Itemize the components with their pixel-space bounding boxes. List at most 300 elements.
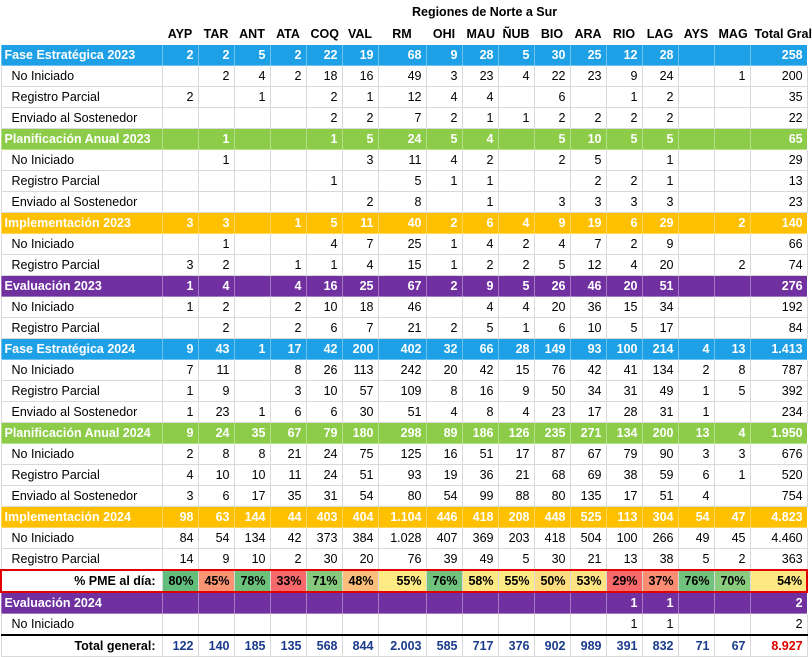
table-cell: 31: [306, 486, 342, 507]
table-cell: 21: [378, 318, 426, 339]
table-cell: [234, 150, 270, 171]
table-cell: [462, 614, 498, 636]
table-cell: 54: [198, 528, 234, 549]
table-cell: 5: [462, 318, 498, 339]
table-cell: 2: [198, 45, 234, 66]
table-cell: 1: [162, 297, 198, 318]
table-cell: [270, 234, 306, 255]
table-cell: 99: [462, 486, 498, 507]
table-cell: 22: [750, 108, 807, 129]
table-cell: 24: [306, 444, 342, 465]
table-cell: 2: [198, 318, 234, 339]
table-cell: [234, 255, 270, 276]
table-cell: 25: [570, 45, 606, 66]
table-cell: 15: [606, 297, 642, 318]
table-cell: 55%: [378, 570, 426, 592]
table-cell: 15: [498, 360, 534, 381]
phase-row: [1, 213, 807, 234]
table-cell: [198, 614, 234, 636]
table-cell: 47: [714, 507, 750, 528]
table-cell: 235: [534, 423, 570, 444]
row-label: Fase Estratégica 2023: [1, 45, 162, 66]
table-cell: [678, 255, 714, 276]
table-cell: 36: [570, 297, 606, 318]
table-cell: 113: [342, 360, 378, 381]
table-cell: 2: [714, 255, 750, 276]
table-cell: 126: [498, 423, 534, 444]
table-cell: 5: [714, 381, 750, 402]
table-cell: [678, 150, 714, 171]
row-label: Evaluación 2024: [1, 592, 162, 614]
table-cell: 100: [606, 528, 642, 549]
table-cell: [678, 108, 714, 129]
table-cell: 9: [198, 381, 234, 402]
table-cell: [714, 318, 750, 339]
table-cell: [234, 213, 270, 234]
table-cell: 71%: [306, 570, 342, 592]
table-cell: 504: [570, 528, 606, 549]
table-cell: 80: [534, 486, 570, 507]
table-cell: 11: [342, 213, 378, 234]
table-cell: 4: [426, 150, 462, 171]
table-cell: 717: [462, 635, 498, 657]
table-cell: 1: [606, 87, 642, 108]
table-cell: 3: [606, 192, 642, 213]
table-cell: [234, 192, 270, 213]
table-cell: 8: [426, 381, 462, 402]
table-cell: 266: [642, 528, 678, 549]
col-header: TAR: [198, 24, 234, 45]
table-cell: 200: [642, 423, 678, 444]
table-cell: 200: [750, 66, 807, 87]
table-cell: [714, 276, 750, 297]
table-cell: [678, 171, 714, 192]
table-body: [1, 1, 812, 657]
table-cell: 93: [570, 339, 606, 360]
table-cell: 754: [750, 486, 807, 507]
table-cell: 2: [534, 108, 570, 129]
table-cell: 67: [714, 635, 750, 657]
table-cell: 2: [270, 66, 306, 87]
table-cell: [498, 192, 534, 213]
table-cell: 29%: [606, 570, 642, 592]
table-cell: 5: [606, 318, 642, 339]
status-row: [1, 444, 807, 465]
table-cell: 70%: [714, 570, 750, 592]
table-cell: 2: [162, 87, 198, 108]
status-row: [1, 255, 807, 276]
row-label: Registro Parcial: [1, 549, 162, 571]
table-cell: 80: [378, 486, 426, 507]
table-cell: [234, 108, 270, 129]
table-cell: [162, 318, 198, 339]
table-cell: 4: [498, 213, 534, 234]
table-cell: 28: [606, 402, 642, 423]
table-cell: 36: [462, 465, 498, 486]
table-cell: 844: [342, 635, 378, 657]
table-cell: 11: [270, 465, 306, 486]
table-cell: 4: [714, 423, 750, 444]
phase-row: [1, 507, 807, 528]
row-label: Evaluación 2023: [1, 276, 162, 297]
table-cell: 4: [306, 234, 342, 255]
table-cell: 90: [642, 444, 678, 465]
table-cell: [678, 129, 714, 150]
table-cell: 203: [498, 528, 534, 549]
table-cell: 2: [714, 549, 750, 571]
table-cell: 5: [234, 45, 270, 66]
table-cell: [198, 171, 234, 192]
table-cell: 42: [306, 339, 342, 360]
table-cell: 8.927: [750, 635, 807, 657]
status-row: [1, 360, 807, 381]
table-cell: 16: [342, 66, 378, 87]
table-cell: 4: [462, 87, 498, 108]
status-row: [1, 171, 807, 192]
table-cell: [198, 108, 234, 129]
table-cell: 28: [642, 45, 678, 66]
table-cell: 2: [426, 318, 462, 339]
table-cell: 5: [498, 45, 534, 66]
table-cell: [498, 87, 534, 108]
table-cell: 4: [426, 402, 462, 423]
table-cell: 50: [534, 381, 570, 402]
table-cell: 304: [642, 507, 678, 528]
table-cell: 4: [234, 66, 270, 87]
table-cell: 376: [498, 635, 534, 657]
table-cell: 17: [570, 402, 606, 423]
table-cell: 1: [306, 171, 342, 192]
phase-row: [1, 423, 807, 444]
table-cell: [534, 592, 570, 614]
table-cell: 13: [606, 549, 642, 571]
table-cell: 80%: [162, 570, 198, 592]
table-cell: 53%: [570, 570, 606, 592]
table-cell: 5: [498, 549, 534, 571]
table-cell: 7: [342, 234, 378, 255]
table-cell: [426, 592, 462, 614]
table-cell: 568: [306, 635, 342, 657]
table-cell: 1: [270, 213, 306, 234]
table-cell: 392: [750, 381, 807, 402]
table-cell: 1: [162, 276, 198, 297]
table-cell: [234, 276, 270, 297]
table-cell: [234, 592, 270, 614]
table-cell: 51: [342, 465, 378, 486]
row-label: Registro Parcial: [1, 255, 162, 276]
table-cell: 9: [162, 423, 198, 444]
table-cell: 4: [462, 129, 498, 150]
table-cell: 4: [606, 255, 642, 276]
table-cell: 2: [498, 255, 534, 276]
table-cell: 134: [642, 360, 678, 381]
table-cell: 6: [306, 318, 342, 339]
table-cell: [678, 66, 714, 87]
table-cell: [714, 108, 750, 129]
table-cell: [714, 192, 750, 213]
table-cell: 46: [378, 297, 426, 318]
table-cell: 1: [642, 614, 678, 636]
phase-row: [1, 592, 807, 614]
table-cell: 9: [198, 549, 234, 571]
table-cell: 369: [462, 528, 498, 549]
row-label: No Iniciado: [1, 614, 162, 636]
table-cell: 135: [570, 486, 606, 507]
col-header: ARA: [570, 24, 606, 45]
table-cell: 10: [306, 297, 342, 318]
table-cell: 35: [750, 87, 807, 108]
table-cell: 4: [498, 402, 534, 423]
table-cell: 30: [534, 549, 570, 571]
table-cell: 42: [462, 360, 498, 381]
table-cell: [534, 614, 570, 636]
table-cell: 7: [378, 108, 426, 129]
table-cell: 363: [750, 549, 807, 571]
table-cell: [234, 318, 270, 339]
table-cell: 9: [498, 381, 534, 402]
table-cell: 1.413: [750, 339, 807, 360]
table-cell: [714, 87, 750, 108]
table-cell: [198, 87, 234, 108]
table-cell: 2: [426, 108, 462, 129]
table-cell: 403: [306, 507, 342, 528]
table-cell: 140: [198, 635, 234, 657]
table-cell: 10: [570, 129, 606, 150]
table-cell: 4.460: [750, 528, 807, 549]
table-cell: 1: [714, 465, 750, 486]
table-cell: 88: [498, 486, 534, 507]
table-cell: 10: [234, 549, 270, 571]
table-cell: [306, 592, 342, 614]
table-cell: 1: [198, 150, 234, 171]
table-cell: 180: [342, 423, 378, 444]
table-cell: 51: [378, 402, 426, 423]
status-row: [1, 66, 807, 87]
table-cell: 31: [642, 402, 678, 423]
table-cell: 74: [750, 255, 807, 276]
table-cell: 2: [342, 108, 378, 129]
table-cell: [270, 87, 306, 108]
table-cell: [162, 234, 198, 255]
col-header: RIO: [606, 24, 642, 45]
table-cell: 9: [162, 339, 198, 360]
table-cell: 10: [234, 465, 270, 486]
table-cell: 22: [306, 45, 342, 66]
table-cell: 17: [642, 318, 678, 339]
col-header: MAU: [462, 24, 498, 45]
table-cell: 3: [162, 486, 198, 507]
table-cell: 67: [270, 423, 306, 444]
table-cell: 8: [234, 444, 270, 465]
table-cell: [498, 129, 534, 150]
table-cell: 2: [498, 234, 534, 255]
table-cell: 1: [426, 171, 462, 192]
table-cell: 55%: [498, 570, 534, 592]
table-cell: 404: [342, 507, 378, 528]
table-cell: 2: [642, 87, 678, 108]
table-cell: 17: [606, 486, 642, 507]
table-cell: [426, 614, 462, 636]
table-cell: 24: [642, 66, 678, 87]
table-cell: 5: [606, 129, 642, 150]
table-cell: 12: [606, 45, 642, 66]
table-cell: 22: [534, 66, 570, 87]
table-cell: 68: [534, 465, 570, 486]
table-cell: 16: [462, 381, 498, 402]
table-cell: 989: [570, 635, 606, 657]
row-label: Registro Parcial: [1, 171, 162, 192]
header-row: [1, 24, 807, 45]
table-cell: 3: [162, 213, 198, 234]
table-cell: 1: [426, 255, 462, 276]
table-cell: 2: [270, 45, 306, 66]
row-label: Enviado al Sostenedor: [1, 402, 162, 423]
row-label: No Iniciado: [1, 297, 162, 318]
table-cell: 2: [462, 150, 498, 171]
table-cell: 21: [570, 549, 606, 571]
table-cell: 12: [570, 255, 606, 276]
table-cell: 5: [642, 129, 678, 150]
col-header: RM: [378, 24, 426, 45]
col-header: LAG: [642, 24, 678, 45]
table-cell: [714, 614, 750, 636]
table-cell: 1: [642, 171, 678, 192]
table-cell: 5: [570, 150, 606, 171]
table-cell: 76%: [426, 570, 462, 592]
table-cell: 67: [378, 276, 426, 297]
table-cell: [162, 66, 198, 87]
row-label: Enviado al Sostenedor: [1, 192, 162, 213]
table-cell: [378, 614, 426, 636]
table-cell: 44: [270, 507, 306, 528]
table-cell: 51: [642, 276, 678, 297]
table-cell: [570, 614, 606, 636]
table-cell: 30: [342, 402, 378, 423]
table-cell: 2: [678, 360, 714, 381]
table-cell: [162, 129, 198, 150]
table-cell: 140: [750, 213, 807, 234]
row-label: Registro Parcial: [1, 87, 162, 108]
table-cell: 787: [750, 360, 807, 381]
table-cell: 19: [570, 213, 606, 234]
table-cell: 1: [678, 402, 714, 423]
table-cell: 11: [198, 360, 234, 381]
table-cell: [678, 192, 714, 213]
table-cell: 23: [750, 192, 807, 213]
table-cell: 149: [534, 339, 570, 360]
table-cell: [234, 234, 270, 255]
table-cell: 33%: [270, 570, 306, 592]
col-header: AYP: [162, 24, 198, 45]
table-cell: [714, 402, 750, 423]
col-header: Total Gral: [750, 24, 807, 45]
table-cell: [498, 592, 534, 614]
table-cell: 7: [570, 234, 606, 255]
table-cell: 5: [342, 129, 378, 150]
table-cell: 5: [534, 255, 570, 276]
table-cell: 525: [570, 507, 606, 528]
table-cell: 20: [606, 276, 642, 297]
col-header: MAG: [714, 24, 750, 45]
table-cell: 1.950: [750, 423, 807, 444]
table-cell: 6: [678, 465, 714, 486]
table-cell: 21: [270, 444, 306, 465]
table-cell: 78%: [234, 570, 270, 592]
table-cell: 134: [606, 423, 642, 444]
table-cell: 2: [306, 108, 342, 129]
table-cell: 67: [570, 444, 606, 465]
table-cell: 89: [426, 423, 462, 444]
table-cell: 6: [198, 486, 234, 507]
table-cell: [342, 592, 378, 614]
table-cell: 1: [498, 108, 534, 129]
table-cell: 1: [306, 129, 342, 150]
table-cell: [678, 276, 714, 297]
table-cell: 4: [462, 234, 498, 255]
table-cell: 2.003: [378, 635, 426, 657]
table-cell: 25: [378, 234, 426, 255]
table-cell: 1: [198, 129, 234, 150]
table-cell: 135: [270, 635, 306, 657]
table-cell: 49: [378, 66, 426, 87]
table-cell: 24: [306, 465, 342, 486]
table-cell: 28: [498, 339, 534, 360]
table-cell: 76%: [678, 570, 714, 592]
col-header: ATA: [270, 24, 306, 45]
row-label: Registro Parcial: [1, 381, 162, 402]
table-cell: 2: [270, 318, 306, 339]
table-cell: 2: [162, 45, 198, 66]
row-label: Total general:: [1, 635, 162, 657]
table-cell: 35: [234, 423, 270, 444]
row-label: No Iniciado: [1, 444, 162, 465]
table-cell: 2: [570, 171, 606, 192]
table-cell: 4: [270, 276, 306, 297]
col-header: ÑUB: [498, 24, 534, 45]
row-label: Fase Estratégica 2024: [1, 339, 162, 360]
table-cell: 1: [162, 381, 198, 402]
status-row: [1, 150, 807, 171]
table-cell: 76: [378, 549, 426, 571]
table-cell: [678, 592, 714, 614]
table-cell: 54%: [750, 570, 807, 592]
table-cell: [498, 171, 534, 192]
table-cell: 100: [606, 339, 642, 360]
table-cell: 20: [642, 255, 678, 276]
table-cell: 8: [462, 402, 498, 423]
table-cell: 4: [462, 297, 498, 318]
table-cell: 4: [198, 276, 234, 297]
table-cell: 23: [570, 66, 606, 87]
status-row: [1, 549, 807, 571]
table-cell: 6: [606, 213, 642, 234]
table-cell: [306, 614, 342, 636]
table-cell: 2: [606, 171, 642, 192]
table-cell: 28: [462, 45, 498, 66]
table-cell: 520: [750, 465, 807, 486]
table-cell: 271: [570, 423, 606, 444]
table-cell: 373: [306, 528, 342, 549]
status-row: [1, 192, 807, 213]
table-cell: 1: [234, 87, 270, 108]
table-cell: 29: [642, 213, 678, 234]
table-cell: 446: [426, 507, 462, 528]
table-cell: [162, 614, 198, 636]
table-cell: [234, 129, 270, 150]
row-label: Planificación Anual 2023: [1, 129, 162, 150]
table-cell: 4: [498, 297, 534, 318]
table-cell: 2: [606, 108, 642, 129]
